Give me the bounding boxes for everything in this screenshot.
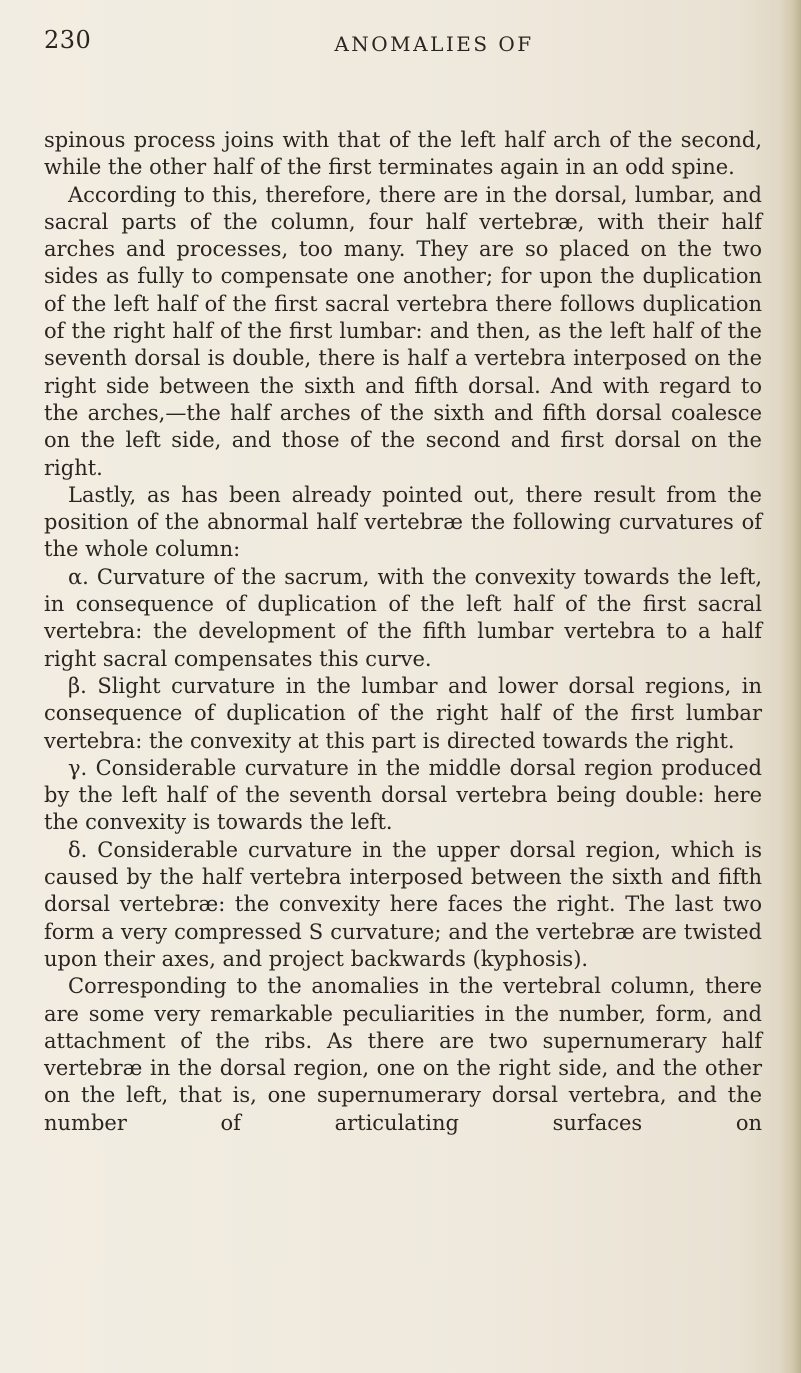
paragraph-beta: β. Slight curvature in the lumbar and lower dorsal regions, in consequence of duplication of the right half of the first lumbar vertebra: the convexity at this part is directed towards the right. (44, 673, 762, 753)
paragraph-3: Lastly, as has been already pointed out, there result from the position of the abnormal half vertebræ the following curvatures of the whole column: (44, 482, 762, 562)
paragraph-1: spinous process joins with that of the left half arch of the second, while the other half of the first terminates again in an odd spine. (44, 128, 762, 180)
running-head (44, 20, 764, 60)
paragraph-alpha: α. Curvature of the sacrum, with the convexity towards the left, in consequence of duplication of the left half of the first sacral vertebra: the development of the fifth lumbar vertebra to a half right sacral compensates this curve. (44, 564, 762, 671)
paragraph-gamma: γ. Considerable curvature in the middle dorsal region produced by the left half of the seventh dorsal vertebra being double: here the convexity is towards the left. (44, 755, 762, 835)
running-title: ANOMALIES OF (334, 32, 534, 56)
page-number: 230 (44, 26, 92, 54)
paragraph-ribs: Corresponding to the anomalies in the vertebral column, there are some very remarkable peculiarities in the number, form, and attachment of the ribs. As there are two supernumerary half vertebræ in the dorsal region, one on the right side, and the other on the left, that is, one supernumerary dorsal vertebra, and the number of articulating surfaces on (44, 974, 762, 1135)
paragraph-2: According to this, therefore, there are in the dorsal, lumbar, and sacral parts of the column, four half vertebræ, with their half arches and processes, too many. They are so placed on the two sides as fully to compensate one another; for upon the duplication of the left half of the first sacral vertebra there follows duplication of the right half of the first lumbar: and then, as the left half of the seventh dorsal is double, there is half a vertebra interposed on the right side between the sixth and fifth dorsal. And with regard to the arches,—the half arches of the sixth and fifth dorsal coalesce on the left side, and those of the second and first dorsal on the right. (44, 182, 762, 480)
page-edge-shadow (779, 0, 801, 1373)
paragraph-delta: δ. Considerable curvature in the upper dorsal region, which is caused by the half vertebra interposed between the sixth and fifth dorsal vertebræ: the convexity here faces the right. The last two form a very compressed S curvature; and the vertebræ are twisted upon their axes, and project backwards (kyphosis). (44, 837, 762, 971)
body-text (44, 127, 762, 1137)
